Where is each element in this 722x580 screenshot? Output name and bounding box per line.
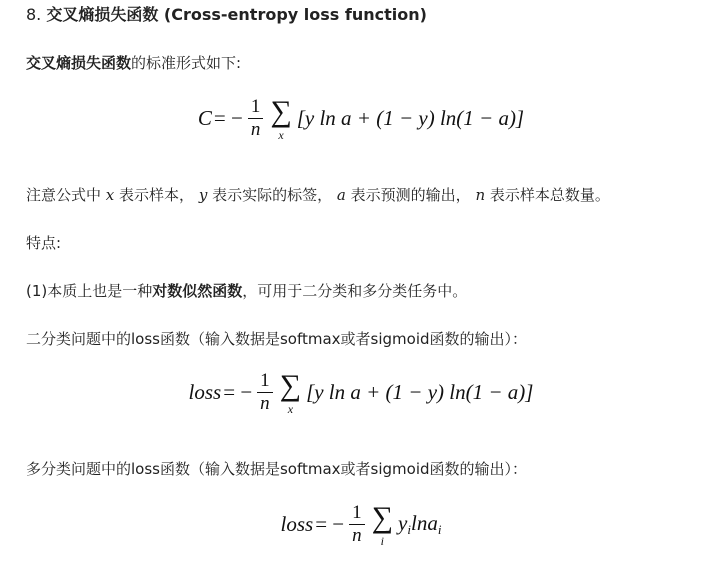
explain-var-n: n [475,186,486,204]
explain-var-a: a [336,186,346,204]
formula3-fraction [349,502,365,547]
formula3-a-sub: i [437,522,442,537]
formula2-fraction [257,370,273,415]
formula2-sum-symbol: ∑ [279,368,302,402]
explain-text-4: 表示预测的输出， [350,186,471,204]
explain-text-1: 注意公式中 [26,186,102,204]
binary-loss-text: 二分类问题中的loss函数（输入数据是softmax或者sigmoid函数的输出）： [26,330,528,348]
formula1-sum-symbol: ∑ [270,94,292,128]
explain-var-y: y [198,186,208,204]
formula3-denominator: n [352,525,362,546]
formula3-ln: ln [411,511,428,535]
formula2-eq: = − [223,380,253,404]
section-title: 交叉熵损失函数 (Cross-entropy loss function) [46,5,427,24]
formula1-fraction [248,96,264,141]
formula1-lhs: C [197,106,212,130]
formula2-sum-index: x [287,401,294,416]
formula2-lhs: loss [188,380,222,404]
formula2-denominator: n [260,393,270,414]
formula1-sum [270,94,292,142]
explain-text-2: 表示样本， [119,186,195,204]
formula-multiclass [0,502,722,547]
formula3-y: y [398,511,408,535]
formula1-sum-index: x [278,127,284,142]
features-label: 特点: [26,234,62,252]
explain-text-3: 表示实际的标签， [212,186,333,204]
formula2-sum [279,368,302,416]
intro-bold-term: 交叉熵损失函数 [26,54,132,72]
explain-var-x: x [105,186,115,204]
formula1-numerator: 1 [248,96,264,119]
formula2-body: [y ln a + (1 − y) ln(1 − a)] [306,380,534,404]
formula1-eq: = − [213,106,243,130]
explain-text-5: 表示样本总数量。 [489,186,610,204]
section-number: 8. [26,5,47,24]
point1-suffix: ，可用于二分类和多分类任务中。 [242,282,468,300]
intro-text: 的标准形式如下: [131,54,242,72]
multi-loss-text: 多分类问题中的loss函数（输入数据是softmax或者sigmoid函数的输出）： [26,460,528,478]
formula3-sum-symbol: ∑ [371,500,394,534]
formula3-lhs: loss [280,512,314,536]
formula3-numerator: 1 [349,502,365,525]
variable-explanation [26,184,610,206]
formula1-denominator: n [250,119,261,140]
section-heading [26,4,427,26]
formula-standard [0,96,722,141]
formula2-numerator: 1 [257,370,273,393]
formula3-sum [371,500,394,548]
formula3-body [398,511,441,538]
feature-point-1 [26,280,467,302]
formula-binary [0,370,722,415]
intro-paragraph [26,52,241,74]
formula3-y-sub: i [407,522,411,537]
point1-prefix: (1)本质上也是一种 [26,282,153,300]
formula1-body: [y ln a + (1 − y) ln(1 − a)] [296,106,525,130]
formula3-eq: = − [315,512,345,536]
formula3-a: a [427,511,438,535]
point1-bold: 对数似然函数 [152,282,243,300]
formula3-sum-index: i [380,533,385,548]
